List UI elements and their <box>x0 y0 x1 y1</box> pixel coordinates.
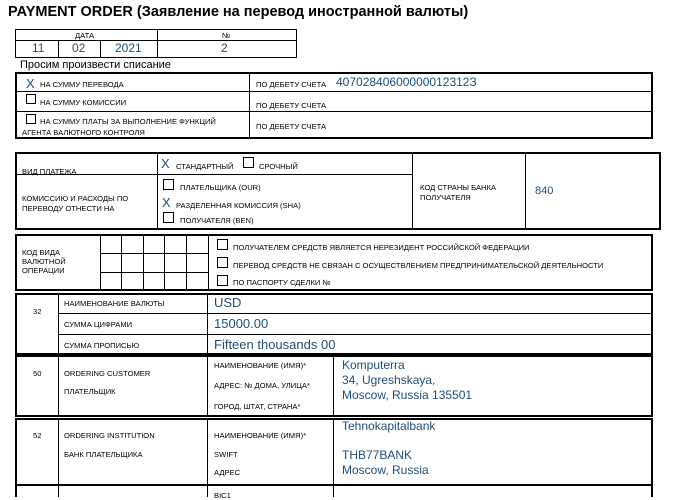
date-label: ДАТА <box>75 31 95 40</box>
field-32-code: 32 <box>33 307 42 316</box>
fee-our-checkbox[interactable] <box>163 179 174 190</box>
standard-label: СТАНДАРТНЫЙ <box>176 162 234 171</box>
bank-address[interactable]: Moscow, Russia <box>342 463 429 477</box>
account-label-1: ПО ДЕБЕТУ СЧЕТА <box>256 80 327 89</box>
payment-section <box>15 152 661 230</box>
order-number[interactable]: 2 <box>221 41 228 55</box>
passport-checkbox[interactable] <box>217 275 228 286</box>
field-50-section <box>15 355 653 417</box>
nonresident-checkbox[interactable] <box>217 239 228 250</box>
fee-sha-label: РАЗДЕЛЕННАЯ КОМИССИЯ (SHA) <box>176 201 301 210</box>
account-number[interactable]: 40702840600000012312З <box>336 75 477 89</box>
field-52-label-1: ORDERING INSTITUTION <box>64 431 155 440</box>
transfer-x-mark[interactable]: X <box>26 76 35 91</box>
operation-label-2: ВАЛЮТНОЙ <box>22 257 66 266</box>
not-business-checkbox[interactable] <box>217 257 228 268</box>
fee-ben-checkbox[interactable] <box>163 212 174 223</box>
words-label: СУММА ПРОПИСЬЮ <box>64 341 140 350</box>
field-50-code: 50 <box>33 369 42 378</box>
commission-label: НА СУММУ КОМИССИИ <box>40 98 127 107</box>
fees-label-2: ПЕРЕВОДУ ОТНЕСТИ НА <box>22 204 115 213</box>
date-month[interactable]: 02 <box>72 41 86 55</box>
customer-city[interactable]: Moscow, Russia 135501 <box>342 388 473 402</box>
customer-city-label: ГОРОД, ШТАТ, СТРАНА* <box>214 402 301 411</box>
operation-label-1: КОД ВИДА <box>22 248 61 257</box>
fee-our-label: ПЛАТЕЛЬЩИКА (OUR) <box>180 183 261 192</box>
field-52-code: 52 <box>33 431 42 440</box>
customer-name-label: НАИМЕНОВАНИЕ (ИМЯ)* <box>214 361 307 370</box>
number-label: № <box>222 31 231 40</box>
commission-checkbox[interactable] <box>26 94 36 104</box>
standard-x-mark[interactable]: X <box>161 156 170 171</box>
passport-label: ПО ПАСПОРТУ СДЕЛКИ № <box>233 278 331 287</box>
document-title: PAYMENT ORDER (Заявление на перевод иностранной валюты) <box>8 4 469 20</box>
field-50-label-2: ПЛАТЕЛЬЩИК <box>64 387 116 396</box>
country-label-2: ПОЛУЧАТЕЛЯ <box>420 193 471 202</box>
bank-swift[interactable]: THB77BANK <box>342 448 413 462</box>
currency-value[interactable]: USD <box>214 295 242 310</box>
agent-label-2: АГЕНТА ВАЛЮТНОГО КОНТРОЛЯ <box>22 128 145 137</box>
bank-name[interactable]: Tehnokapitalbank <box>342 419 436 433</box>
request-text: Просим произвести списание <box>20 59 171 71</box>
bank-name-label: НАИМЕНОВАНИЕ (ИМЯ)* <box>214 431 307 440</box>
customer-address-label: АДРЕС: № ДОМА, УЛИЦА* <box>214 381 310 390</box>
fees-label-1: КОМИССИЮ И РАСХОДЫ ПО <box>22 194 129 203</box>
date-year[interactable]: 2021 <box>115 41 142 55</box>
transfer-label: НА СУММУ ПЕРЕВОДА <box>40 80 124 89</box>
fee-ben-label: ПОЛУЧАТЕЛЯ (BEN) <box>180 216 254 225</box>
agent-label-1: НА СУММУ ПЛАТЫ ЗА ВЫПОЛНЕНИЕ ФУНКЦИЙ <box>40 117 216 126</box>
country-label-1: КОД СТРАНЫ БАНКА <box>420 183 496 192</box>
amount-label: СУММА ЦИФРАМИ <box>64 320 133 329</box>
bank-swift-label: SWIFT <box>214 450 238 459</box>
agent-checkbox[interactable] <box>26 114 36 124</box>
words-value[interactable]: Fifteen thousands 00 <box>214 337 336 352</box>
field-50-label-1: ORDERING CUSTOMER <box>64 369 151 378</box>
bank-address-label: АДРЕС <box>214 468 241 477</box>
country-code[interactable]: 840 <box>535 185 554 197</box>
urgent-label: СРОЧНЫЙ <box>259 162 298 171</box>
fee-sha-x-mark[interactable]: X <box>162 195 171 210</box>
bic-label: BIC1 <box>214 491 231 500</box>
operation-label-3: ОПЕРАЦИИ <box>22 266 65 275</box>
field-52-label-2: БАНК ПЛАТЕЛЬЩИКА <box>64 450 143 459</box>
date-day[interactable]: 11 <box>32 41 45 55</box>
currency-label: НАИМЕНОВАНИЕ ВАЛЮТЫ <box>64 299 165 308</box>
customer-name[interactable]: Komputerra <box>342 358 405 372</box>
customer-address[interactable]: 34, Ugreshskaya, <box>342 373 436 387</box>
nonresident-label: ПОЛУЧАТЕЛЕМ СРЕДСТВ ЯВЛЯЕТСЯ НЕРЕЗИДЕНТ РОССИЙСКОЙ ФЕДЕРАЦИИ <box>233 243 530 252</box>
not-business-label: ПЕРЕВОД СРЕДСТВ НЕ СВЯЗАН С ОСУЩЕСТВЛЕНИЕМ ПРЕДПРИНИМАТЕЛЬСКОЙ ДЕЯТЕЛЬНОСТИ <box>233 261 604 270</box>
account-label-2: ПО ДЕБЕТУ СЧЕТА <box>256 101 327 110</box>
urgent-checkbox[interactable] <box>243 157 254 168</box>
payment-type-label: ВИД ПЛАТЕЖА <box>22 167 77 176</box>
amount-value[interactable]: 15000.00 <box>214 316 269 331</box>
account-label-3: ПО ДЕБЕТУ СЧЕТА <box>256 122 327 131</box>
